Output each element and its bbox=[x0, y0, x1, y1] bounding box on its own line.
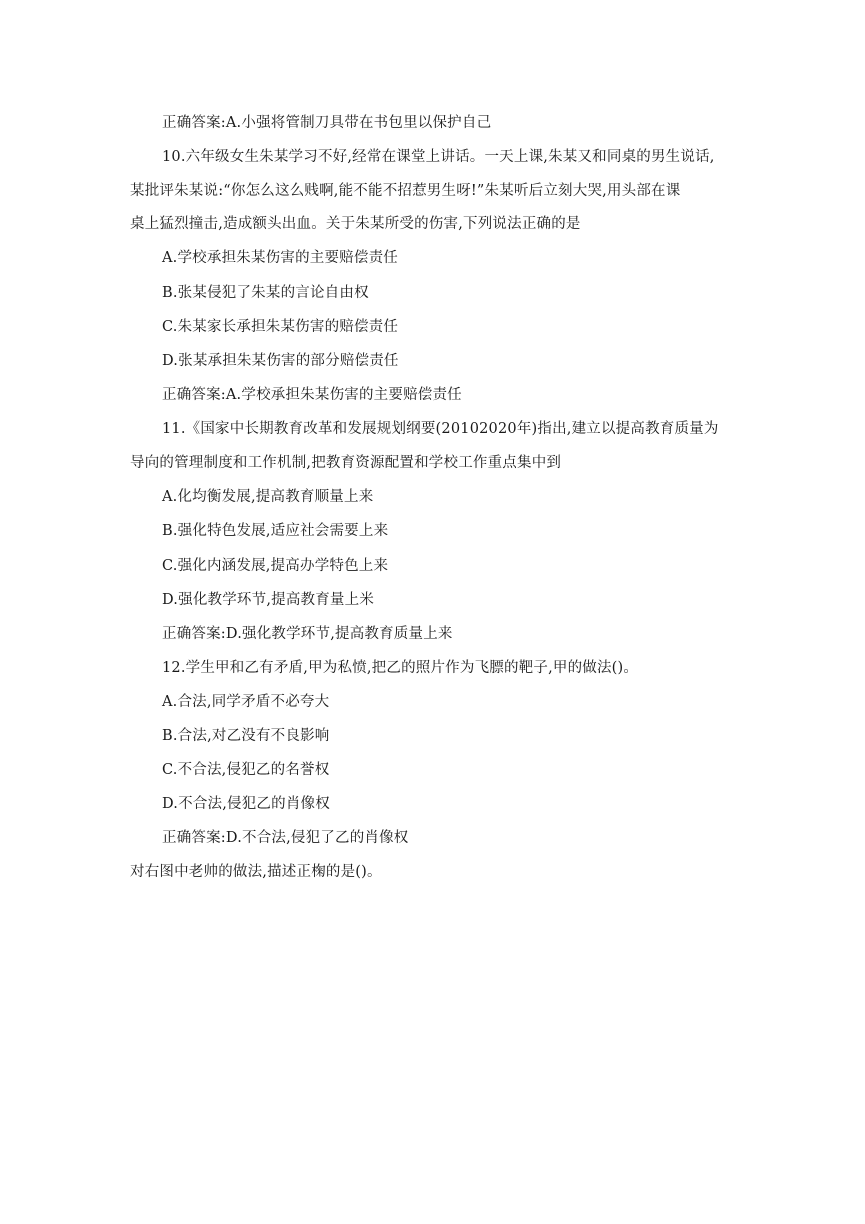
q10-answer: 正确答案:A.学校承担朱某伤害的主要赔偿责任 bbox=[162, 387, 462, 403]
q12-stem: 12.学生甲和乙有矛盾,甲为私愤,把乙的照片作为飞膘的靶子,甲的做法()。 bbox=[162, 660, 639, 676]
q13-stem: 对右图中老帅的做法,描述正椈的是()。 bbox=[130, 864, 382, 880]
q12-option-d: D.不合法,侵犯乙的肖像权 bbox=[162, 796, 330, 812]
q12-option-b: B.合法,对乙没有不良影响 bbox=[162, 728, 330, 744]
q11-option-b: B.强化特色发展,适应社会需要上来 bbox=[162, 523, 389, 539]
q10-stem-line-2: 某批评朱某说:“你怎么这么贱啊,能不能不招惹男生呀!”朱某听后立刻大哭,用头部在课 bbox=[130, 183, 681, 199]
q10-option-d: D.张某承担朱某伤害的部分赔偿责任 bbox=[162, 353, 399, 369]
q11-stem-line-2: 导向的管理制度和工作机制,把教育资源配置和学校工作重点集中到 bbox=[130, 455, 562, 471]
q12-option-a: A.合法,同学矛盾不必夸大 bbox=[162, 694, 330, 710]
q10-stem-line-1: 10.六年级女生朱某学习不好,经常在课堂上讲话。一天上课,朱某又和同桌的男生说话, bbox=[162, 149, 715, 165]
q10-option-a: A.学校承担朱某伤害的主要赔偿责任 bbox=[162, 250, 398, 266]
q10-stem-line-3: 桌上猛烈撞击,造成额头出血。关于朱某所受的伤害,下列说法正确的是 bbox=[130, 216, 581, 232]
q10-option-b: B.张某侵犯了朱某的言论自由权 bbox=[162, 285, 369, 301]
q11-option-c: C.强化内涵发展,提高办学特色上来 bbox=[162, 558, 389, 574]
q11-stem-line-1: 11.《国家中长期教育改革和发展规划纲要(20102020年)指出,建立以提高教育质量为 bbox=[162, 421, 719, 437]
q12-option-c: C.不合法,侵犯乙的名誉权 bbox=[162, 762, 330, 778]
q11-option-a: A.化均衡发展,提高教育顺量上来 bbox=[162, 489, 374, 505]
q12-answer: 正确答案:D.不合法,侵犯了乙的肖像权 bbox=[162, 830, 409, 846]
q9-answer: 正确答案:A.小强将管制刀具带在书包里以保护自己 bbox=[162, 115, 492, 131]
q10-option-c: C.朱某家长承担朱某伤害的赔偿责任 bbox=[162, 319, 399, 335]
q11-answer: 正确答案:D.强化教学环节,提高教育质量上来 bbox=[162, 626, 453, 642]
q11-option-d: D.强化教学环节,提高教育量上米 bbox=[162, 592, 375, 608]
